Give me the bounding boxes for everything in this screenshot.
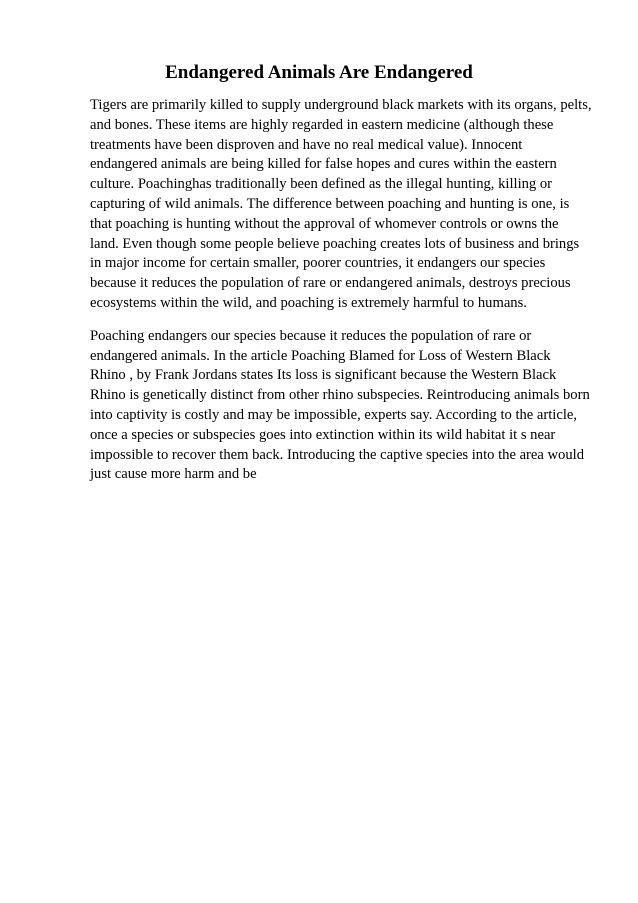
text-line: land. Even though some people believe poaching creates lots of business and brings bbox=[90, 235, 580, 252]
text-line: into captivity is costly and may be impossible, experts say. According to the article, bbox=[90, 406, 578, 423]
text-line: in major income for certain smaller, poorer countries, it endangers our species bbox=[90, 255, 546, 272]
text-line: that poaching is hunting without the approval of whomever controls or owns the bbox=[90, 215, 559, 232]
text-line: and bones. These items are highly regarded in eastern medicine (although these bbox=[90, 116, 554, 133]
text-line: capturing of wild animals. The difference between poaching and hunting is one, is bbox=[90, 195, 570, 212]
page-title: Endangered Animals Are Endangered bbox=[165, 62, 473, 83]
text-line: culture. Poachinghas traditionally been defined as the illegal hunting, killing or bbox=[90, 176, 553, 193]
text-line: Poaching endangers our species because it reduces the population of rare or bbox=[90, 327, 532, 344]
text-line: because it reduces the population of rare or endangered animals, destroys precious bbox=[90, 275, 571, 292]
text-line: Tigers are primarily killed to supply underground black markets with its organs, pelts, bbox=[90, 97, 592, 113]
text-line: endangered animals. In the article Poaching Blamed for Loss of Western Black bbox=[90, 347, 551, 364]
text-line: Rhino , by Frank Jordans states Its loss is significant because the Western Black bbox=[90, 367, 557, 384]
text-line: once a species or subspecies goes into extinction within its wild habitat it s near bbox=[90, 426, 556, 443]
paragraph-1 bbox=[90, 96, 600, 314]
text-line: Rhino is genetically distinct from other rhino subspecies. Reintroducing animals born bbox=[90, 387, 590, 404]
text-line: impossible to recover them back. Introducing the captive species into the area would bbox=[90, 446, 584, 463]
text-line: endangered animals are being killed for false hopes and cures within the eastern bbox=[90, 156, 557, 173]
text-line: just cause more harm and be bbox=[90, 466, 257, 483]
document-body bbox=[90, 96, 600, 498]
text-line: ecosystems within the wild, and poaching is extremely harmful to humans. bbox=[90, 294, 527, 311]
paragraph-2 bbox=[90, 327, 600, 485]
text-line: treatments have been disproven and have no real medical value). Innocent bbox=[90, 136, 523, 153]
